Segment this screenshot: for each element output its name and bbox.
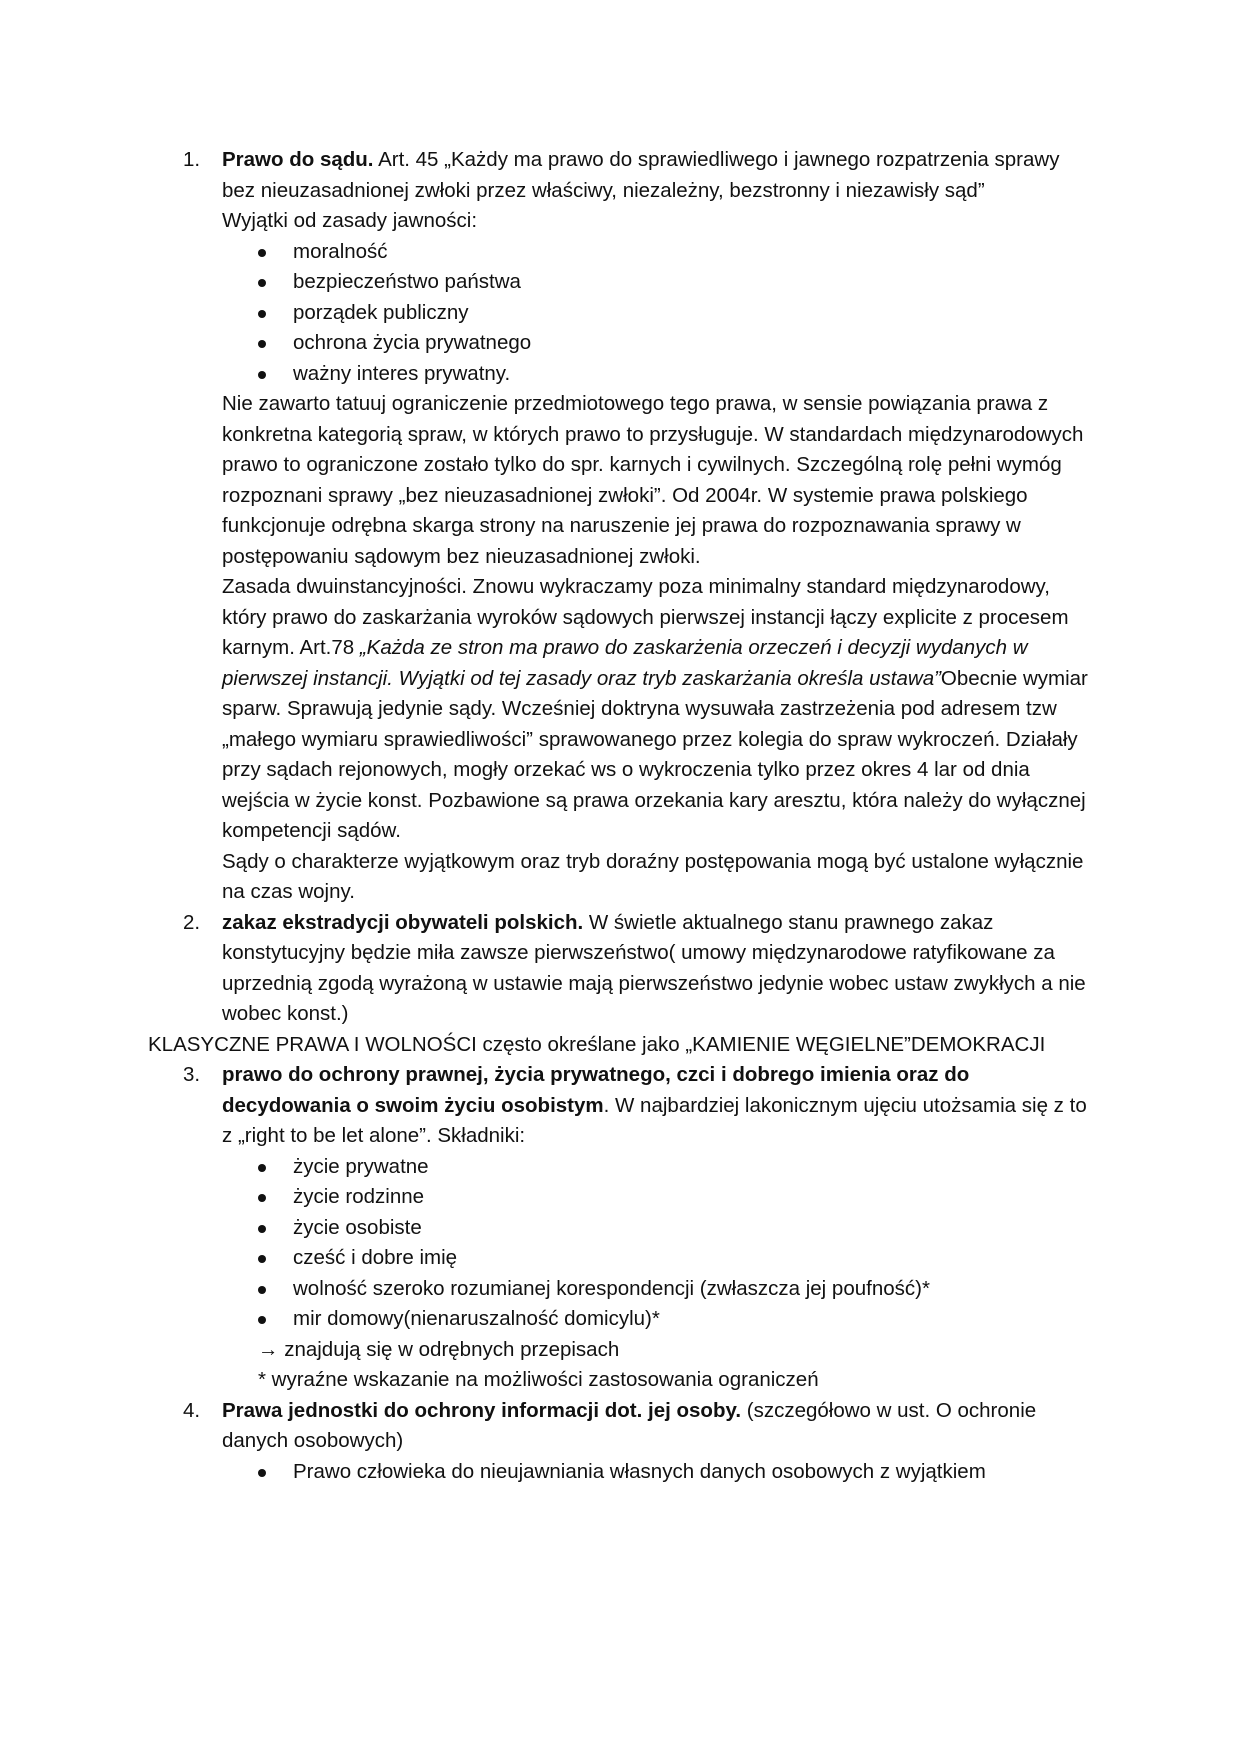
list-item: ochrona życia prywatnego: [293, 328, 1098, 359]
paragraph: Sądy o charakterze wyjątkowym oraz tryb doraźny postępowania mogą być ustalone wyłącznie na czas wojny.: [222, 849, 1084, 903]
section-intro-text: Art. 45 „Każdy ma prawo do sprawiedliwego i jawnego rozpatrzenia sprawy bez nieuzasadnionej zwłoki przez właściwy, niezależny, bezstronny i niezawisły sąd”: [222, 148, 1060, 202]
list-item-ochrona-prawna: [148, 1060, 1098, 1152]
section-intro: [222, 145, 1098, 206]
list-item: moralność: [293, 237, 1098, 268]
arrow-note: → znajdują się w odrębnych przepisach: [258, 1337, 620, 1361]
list-item: wolność szeroko rozumianej korespondencji (zwłaszcza jej poufność)*: [293, 1274, 1098, 1305]
list-item: życie rodzinne: [293, 1182, 1098, 1213]
section-title: Prawa jednostki do ochrony informacji dot. jej osoby.: [222, 1398, 742, 1422]
classic-rights-heading: KLASYCZNE PRAWA I WOLNOŚCI często określane jako „KAMIENIE WĘGIELNE”DEMOKRACJI: [148, 1032, 1046, 1056]
list-item: życie osobiste: [293, 1213, 1098, 1244]
exceptions-heading: Wyjątki od zasady jawności:: [222, 209, 478, 232]
list-item-ochrona-informacji: [148, 1396, 1098, 1457]
exceptions-list: [148, 237, 1098, 390]
section-text: W świetle aktualnego stanu prawnego zakaz konstytucyjny będzie miła zawsze pierwszeństwo( umowy międzynarodowe ratyfikowane za uprzednią zgodą wyrażoną w ustawie mają pierwszeństwo jedynie wobec ustaw zwykłych a nie wobec konst.): [222, 910, 1086, 1025]
list-item: Prawo człowieka do nieujawniania własnych danych osobowych z wyjątkiem: [293, 1457, 1098, 1488]
list-number: 1.: [183, 148, 201, 171]
document-body: [148, 145, 1098, 1487]
list-item-prawo-do-sadu: [148, 145, 1098, 237]
paragraph-text: Zasada dwuinstancyjności. Znowu wykraczamy poza minimalny standard międzynarodowy, który prawo do zaskarżania wyroków sądowych pierwszej instancji łączy explicite z procesem karnym. Art.78: [222, 575, 1069, 659]
section-body: [222, 1396, 1098, 1457]
paragraph: [222, 572, 1098, 847]
quote-text: „Każda ze stron ma prawo do zaskarżenia orzeczeń i decyzji wydanych w pierwszej instancji. Wyjątki od tej zasady oraz tryb zaskarżania określa ustawa”: [222, 636, 1028, 690]
list-number: 3.: [183, 1063, 201, 1086]
section-body: [222, 908, 1098, 1030]
components-list: [148, 1152, 1098, 1335]
list-item: życie prywatne: [293, 1152, 1098, 1183]
section-title: Prawo do sądu.: [222, 148, 374, 171]
list-number: 4.: [183, 1398, 201, 1422]
section-title: prawo do ochrony prawnej, życia prywatnego, czci i dobrego imienia oraz do decydowania o swoim życiu osobistym: [222, 1063, 970, 1117]
section-body: [222, 1060, 1098, 1152]
star-note: * wyraźne wskazanie na możliwości zastosowania ograniczeń: [258, 1368, 819, 1391]
data-protection-list: [148, 1457, 1098, 1488]
section-text: . W najbardziej lakonicznym ujęciu utożsamia się z to z „right to be let alone”. Składniki:: [222, 1093, 1087, 1147]
section-text: (szczegółowo w ust. O ochronie danych osobowych): [222, 1398, 1037, 1452]
list-number: 2.: [183, 910, 201, 934]
section-title: zakaz ekstradycji obywateli polskich.: [222, 910, 584, 934]
list-item-zakaz-ekstradycji: [148, 908, 1098, 1030]
list-item: ważny interes prywatny.: [293, 359, 1098, 390]
list-item: porządek publiczny: [293, 298, 1098, 329]
list-item: bezpieczeństwo państwa: [293, 267, 1098, 298]
paragraph: Nie zawarto tatuuj ograniczenie przedmiotowego tego prawa, w sensie powiązania prawa z konkretna kategorią spraw, w których prawo to przysługuje. W standardach międzynarodowych prawo to ograniczone zostało tylko do spr. karnych i cywilnych. Szczególną rolę pełni wymóg rozpoznani sprawy „bez nieuzasadnionej zwłoki”. Od 2004r. W systemie prawa polskiego funkcjonuje odrębna skarga strony na naruszenie jej prawa do rozpoznawania sprawy w postępowaniu sądowym bez nieuzasadnionej zwłoki.: [222, 392, 1084, 568]
list-item: mir domowy(nienaruszalność domicylu)*: [293, 1304, 1098, 1335]
list-item: cześć i dobre imię: [293, 1243, 1098, 1274]
paragraph-text: Obecnie wymiar sparw. Sprawują jedynie sądy. Wcześniej doktryna wysuwała zastrzeżenia pod adresem tzw „małego wymiaru sprawiedliwości” sprawowanego przez kolegia do spraw wykroczeń. Działały przy sądach rejonowych, mogły orzekać ws o wykroczenia tylko przez okres 4 lar od dnia wejścia w życie konst. Pozbawione są prawa orzekania kary aresztu, która należy do wyłącznej kompetencji sądów.: [222, 666, 1088, 842]
